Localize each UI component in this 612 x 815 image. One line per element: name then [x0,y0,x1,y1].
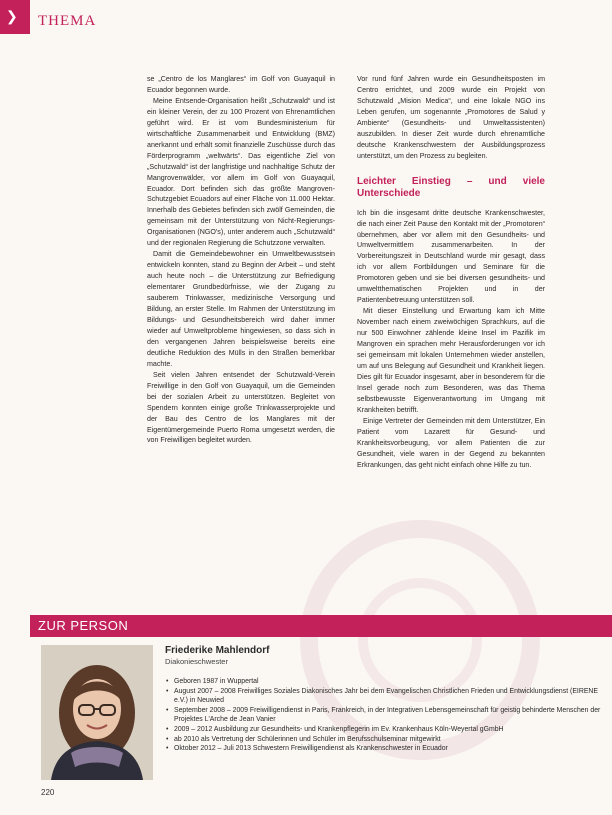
profile-band-label: ZUR PERSON [38,618,129,633]
chevron-right-icon: ❯ [6,8,18,24]
bio-item: • Geboren 1987 in Wuppertal [174,677,606,687]
bio-item: • ab 2010 als Vertretung der Schülerinnen und Schüler im Berufsschulseminar mitgewirkt [174,735,606,745]
person-name: Friederike Mahlendorf [165,645,270,656]
paragraph: Ich bin die insgesamt dritte deutsche Krankenschwester, die nach einer Zeit Pause den Kontakt mit der „Promotoren“ übernehmen, aber vor allem mit den Gesundheits- und Umweltvermittlern zusammenarbeiten. In der Vorbereitungszeit in Deutschland wurde mir gesagt, dass ich vor allem Fortbildungen und Seminare für die Promotoren geben und sie bei diversen gesundheits- und umweltthematischen Projekten und in der Patientenbetreuung unterstützen soll. [357,208,545,305]
person-role: Diakonieschwester [165,657,228,666]
paragraph: Mit dieser Einstellung und Erwartung kam ich Mitte November nach einem zweiwöchigen Sprachkurs, auf die nur 500 Einwohner zählende kleine Insel im Pazifik im Mangroven ein sprachen mehr Herausforderungen vor ich sei gemeinsam mit lokalen Unternehmen wieder anstellen, um auf uns Belegung auf Gesundheit und Krankheit liegen. Dies gilt für Ecuador insgesamt, aber in besonderem für die Insel gerade noch zum Besonderen, was das Thema selbstbewusste Eigenverantwortung im Umgang mit Krankheiten betrifft. [357,307,545,414]
bio-item: • September 2008 – 2009 Freiwilligendienst in Paris, Frankreich, in der Integrativen Lebensgemeinschaft für geistig behinderte Menschen der Projektes L'Arche de Jean Vanier [174,706,606,725]
article-column-left [147,74,335,446]
page-number: 220 [41,788,55,797]
article-subheading: Leichter Einstieg – und viele Unterschiede [357,175,545,199]
paragraph: Meine Entsende-Organisation heißt „Schutzwald“ und ist ein kleiner Verein, der zu 100 Prozent von Ehrenamtlichen geführt wird. Er ist vom Bundesministerium für wirtschaftliche Zusammenarbeit und Entwicklung (BMZ) anerkannt und erhält somit finanzielle Zuschüsse durch das Förderprogramm „weltwärts“. Das eigentliche Ziel von „Schutzwald“ ist der langfristige und nachhaltige Schutz der Mangrovenwälder, vor allem im Golf von Guayaquil, Ecuador. Dort befinden sich das größte Mangroven-Schutzgebiet Ecuadors auf einer Fläche von 11.000 Hektar. Innerhalb des Gebietes befinden sich zwölf Gemeinden, die gemeinsam mit der Unterstützung von Nicht-Regierungs-Organisationen (NGO's), unter anderem auch „Schutzwald“ und der regionalen Regierung die Schutzzone verwalten. [147,96,335,248]
bio-list [165,677,606,754]
section-label: THEMA [38,13,97,29]
paragraph: Damit die Gemeindebewohner ein Umweltbewusstsein entwickeln konnten, stand zu Beginn der Arbeit – und steht auch heute noch – die Unterstützung zur Befriedigung elementarer Grundbedürfnisse, wie der Zugang zu sauberem Trinkwasser, medizinische Versorgung und Bildung, an erster Stelle. Im Rahmen der Unterstützung im Bildungs- und Gesundheitsbereich wird daher immer wieder auf Umweltprobleme hingewiesen, so dass sich in den vergangenen Jahren beispielsweise bereits eine deutliche Reduktion des Mülls in den Straßen bemerkbar machte. [147,250,335,368]
paragraph: se „Centro de los Manglares“ im Golf von Guayaquil in Ecuador begonnen wurde. [147,75,335,94]
portrait-photo [41,645,153,780]
bio-item: • August 2007 – 2008 Freiwilliges Soziales Diakonisches Jahr bei dem Evangelischen Christlichen Frieden und Entwicklungsdienst (EIRENE e.V.) in Neuwied [174,687,606,706]
paragraph: Vor rund fünf Jahren wurde ein Gesundheitsposten im Centro errichtet, und 2009 wurde ein Projekt von Schutzwald „Mision Medica“, und eine lokale NGO ins Leben gerufen, um sogenannte „Promotores de Salud y Ambiente“ (Gesundheits- und Umweltassistenten) auszubilden. In dieser Zeit wurde durch ehrenamtliche deutsche Krankenschwestern der Ausbildungsprozess unterstützt, um den Prozess zu begleiten. [357,75,545,160]
profile-band [30,615,612,637]
bio-item: • Oktober 2012 – Juli 2013 Schwestern Freiwilligendienst als Krankenschwester in Ecuador [174,744,606,754]
article-column-right [357,74,545,471]
section-tab [0,0,30,34]
paragraph: Einige Vertreter der Gemeinden mit dem Unterstützer, Ein Patient vom Lazarett für Gesund- und Krankheitsvorbeugung, vor allem Patienten die zur Gesundheit, viele waren in der Gegend zu bekannten Erkrankungen, das geht nicht einfach ohne Hilfe zu tun. [357,416,545,469]
bio-item: • 2009 – 2012 Ausbildung zur Gesundheits- und Krankenpflegerin im Ev. Krankenhaus Köln-Weyertal gGmbH [174,725,606,735]
paragraph: Seit vielen Jahren entsendet der Schutzwald-Verein Freiwillige in den Golf von Guayaquil, um die Gemeinden bei der sozialen Arbeit zu unterstützen. Begleitet von Spendern konnten einige große Trinkwasserprojekte und der Bau des Centro de los Manglares mit der Eigentümergemeinde Puerto Roma umgesetzt werden, die von Freiwilligen begleitet wurden. [147,370,335,445]
portrait-illustration [41,645,153,780]
